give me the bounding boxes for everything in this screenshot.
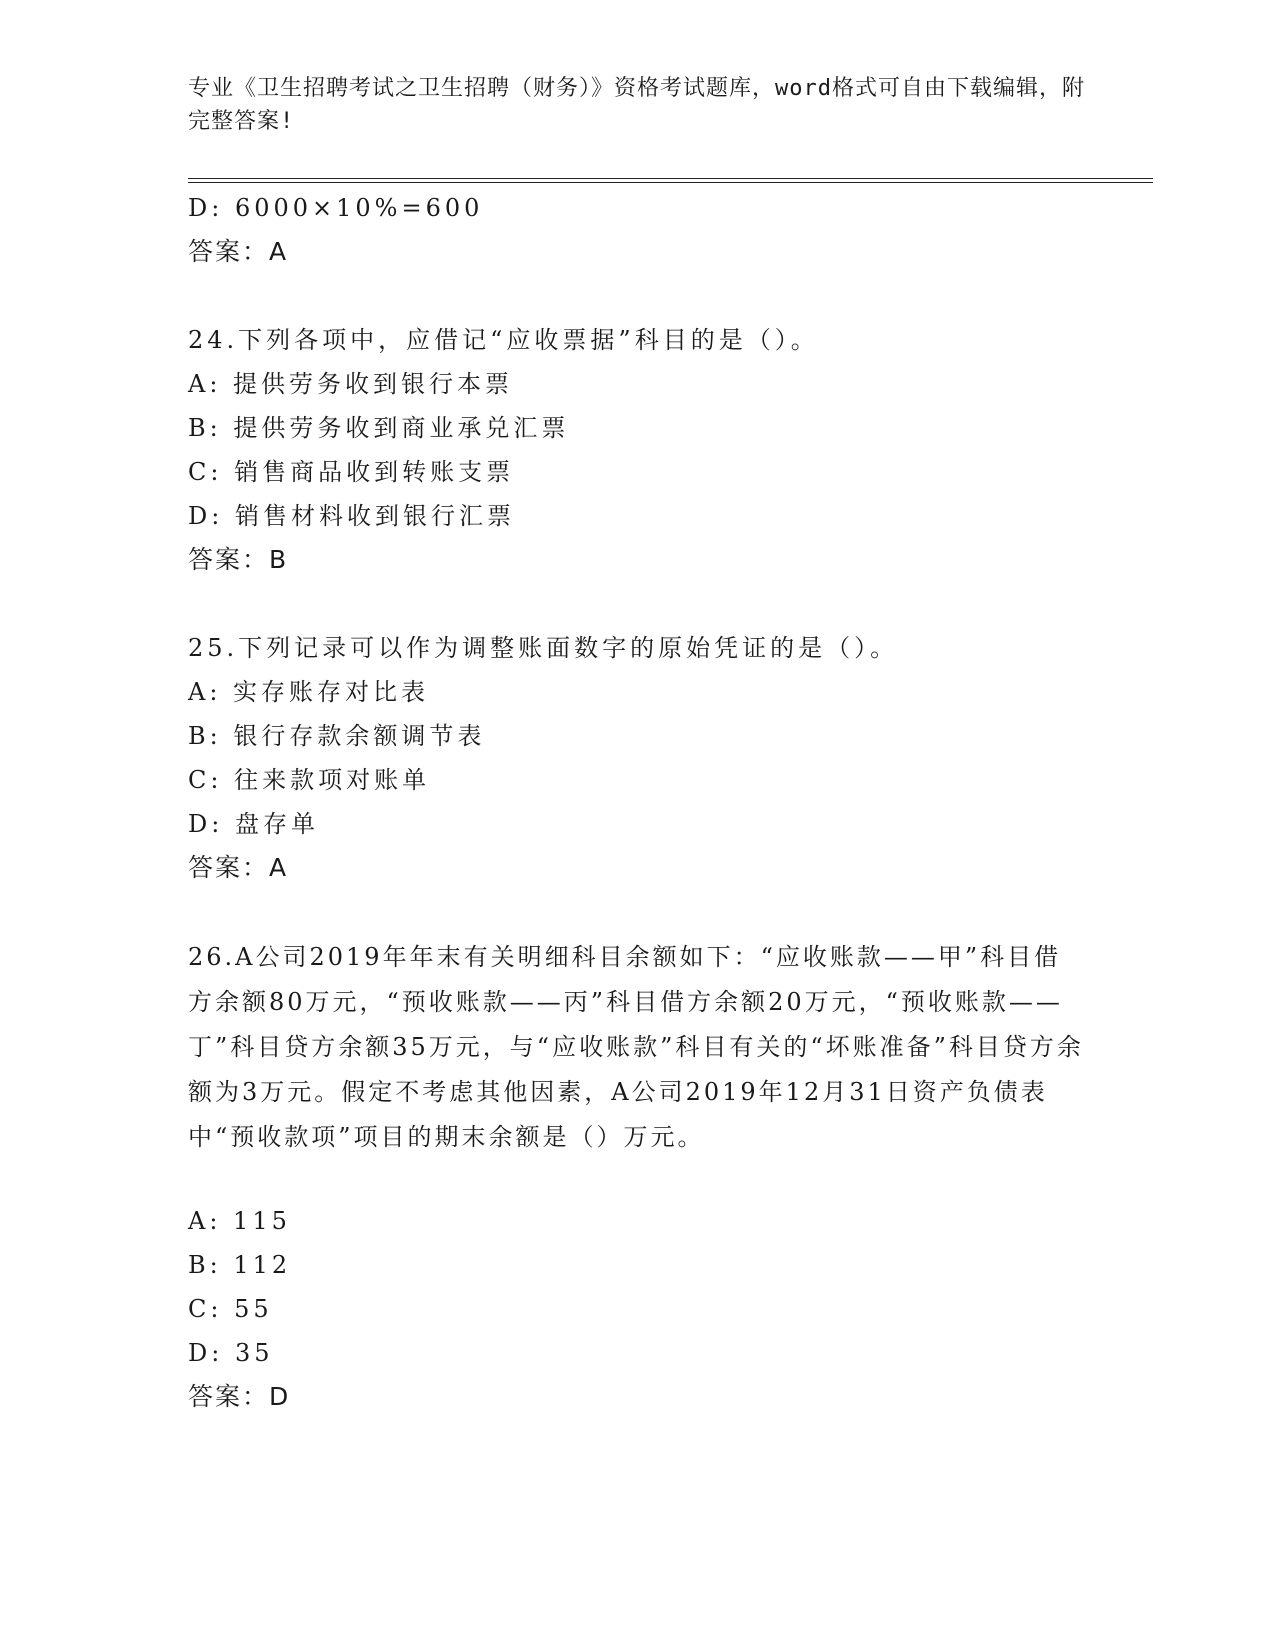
header-divider-bottom (188, 182, 1153, 183)
q26-option-d: D: 35 (188, 1339, 274, 1367)
q25-option-c: C: 往来款项对账单 (188, 766, 431, 794)
document-header: 专业《卫生招聘考试之卫生招聘（财务）》资格考试题库，word格式可自由下载编辑，附完整答案! (188, 76, 1085, 134)
q25-option-a: A: 实存账存对比表 (188, 678, 430, 706)
q24-option-d: D: 销售材料收到银行汇票 (188, 502, 515, 530)
q24-stem: 24.下列各项中，应借记“应收票据”科目的是（）。 (188, 326, 819, 354)
q26-option-a: A: 115 (188, 1207, 291, 1235)
q24-option-c: C: 销售商品收到转账支票 (188, 458, 515, 486)
q25-answer: 答案：A (188, 853, 289, 882)
q24-option-b: B: 提供劳务收到商业承兑汇票 (188, 414, 570, 442)
q24-answer: 答案：B (188, 545, 289, 574)
q23-option-d: D: 6000×10%=600 (188, 194, 484, 222)
q25-stem: 25.下列记录可以作为调整账面数字的原始凭证的是（）。 (188, 634, 899, 662)
q23-answer: 答案：A (188, 237, 289, 266)
q25-option-d: D: 盘存单 (188, 810, 319, 838)
q26-option-c: C: 55 (188, 1295, 273, 1323)
q26-stem: 26.A公司2019年年末有关明细科目余额如下：“应收账款——甲”科目借方余额80万元，“预收账款——丙”科目借方余额20万元，“预收账款——丁”科目贷方余额35万元，与“应收账款”科目有关的“坏账准备”科目贷方余额为3万元。假定不考虑其他因素，A公司2019年12月31日资产负债表中“预收款项”项目的期末余额是（）万元。 (188, 943, 1084, 1151)
q25-option-b: B: 银行存款余额调节表 (188, 722, 486, 750)
header-divider-top (188, 178, 1153, 179)
q24-option-a: A: 提供劳务收到银行本票 (188, 370, 514, 398)
q26-option-b: B: 112 (188, 1251, 292, 1279)
q26-answer: 答案：D (188, 1382, 291, 1411)
